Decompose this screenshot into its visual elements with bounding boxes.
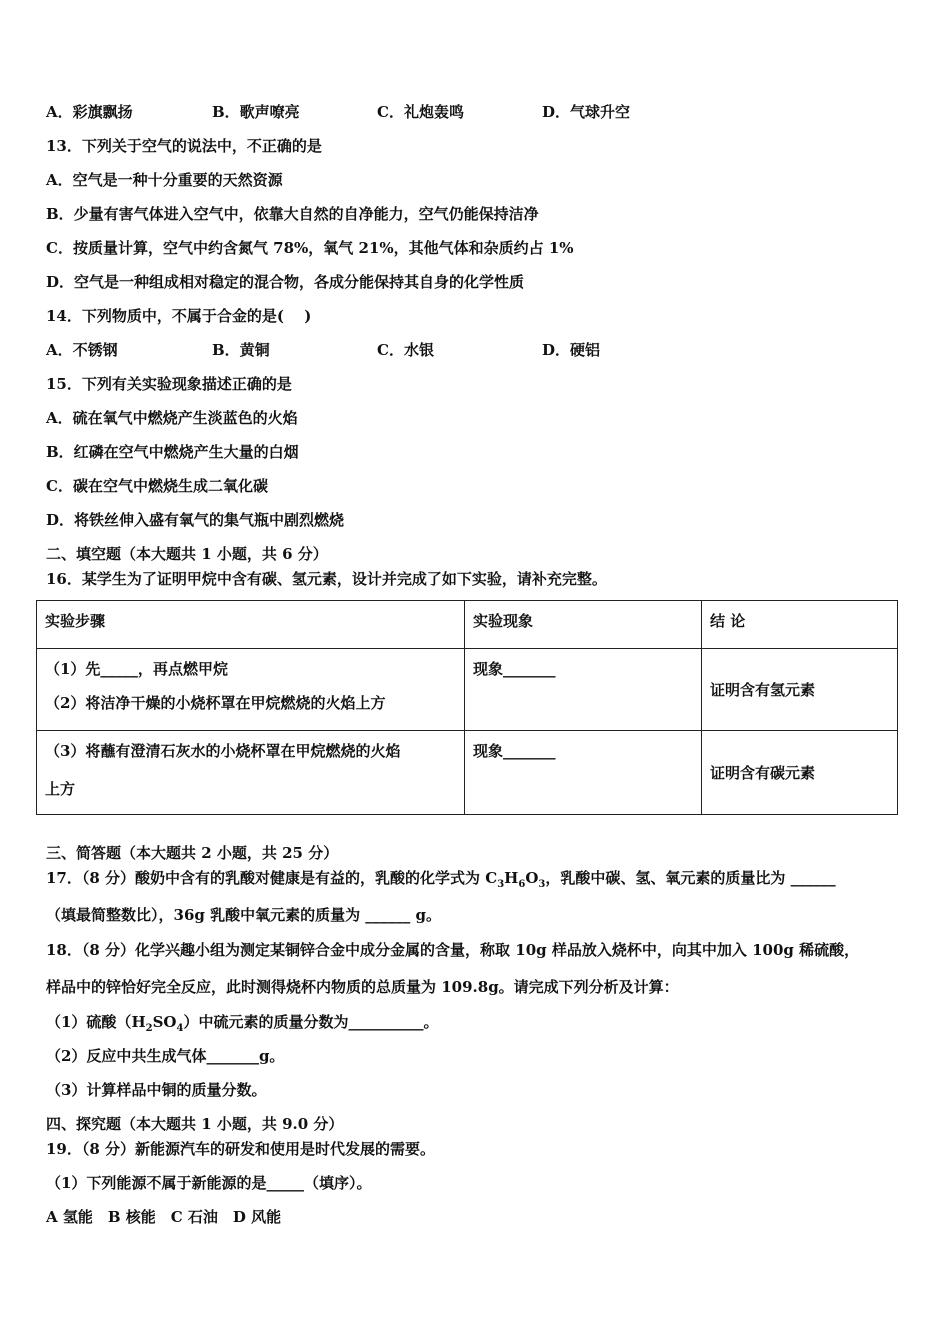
row1-step2: （2）将洁净干燥的小烧杯罩在甲烷燃烧的火焰上方: [45, 694, 386, 712]
q15-stem: 15．下列有关实验现象描述正确的是: [46, 375, 292, 393]
row2-step-line1: （3）将蘸有澄清石灰水的小烧杯罩在甲烷燃烧的火焰: [45, 742, 401, 760]
q16-stem: 16．某学生为了证明甲烷中含有碳、氢元素，设计并完成了如下实验，请补充完整。: [46, 570, 607, 588]
q17-line1: 17．（8 分）酸奶中含有的乳酸对健康是有益的，乳酸的化学式为 $C_3H_6O_3$，乳酸中碳、氢、氧元素的质量比为 ______: [46, 869, 836, 890]
q18-line2: 样品中的锌恰好完全反应，此时测得烧杯内物质的总质量为 109.8g。请完成下列分析及计算：: [46, 978, 679, 996]
q18-subq3: （3）计算样品中铜的质量分数。: [46, 1081, 267, 1099]
row2-step-line2: 上方: [45, 780, 76, 798]
section3-heading: 三、简答题（本大题共 2 小题，共 25 分）: [46, 844, 339, 862]
row2-steps: [37, 731, 465, 815]
q15-option-a: A．硫在氧气中燃烧产生淡蓝色的火焰: [46, 409, 298, 427]
q14-option-a: A．不锈钢: [46, 341, 118, 359]
q13-option-b: B．少量有害气体进入空气中，依靠大自然的自净能力，空气仍能保持洁净: [46, 205, 539, 223]
experiment-table: [36, 600, 898, 815]
header-steps: 实验步骤: [37, 601, 465, 649]
q15-option-d: D．将铁丝伸入盛有氧气的集气瓶中剧烈燃烧: [46, 511, 345, 529]
q18-subq2: （2）反应中共生成气体_______g。: [46, 1047, 285, 1065]
row1-conclusion: 证明含有氢元素: [702, 649, 898, 731]
q13-stem: 13．下列关于空气的说法中，不正确的是: [46, 137, 322, 155]
table-row: [37, 731, 898, 815]
row1-step1: （1）先_____，再点燃甲烷: [45, 660, 228, 678]
q17-line2: （填最简整数比），36g 乳酸中氧元素的质量为 ______ g。: [46, 906, 442, 924]
row2-phenomenon: 现象_______: [465, 731, 702, 815]
q12-option-a: A．彩旗飘扬: [46, 103, 133, 121]
q13-option-c: C．按质量计算，空气中约含氮气 78%，氧气 21%，其他气体和杂质约占 1%: [46, 239, 574, 257]
q18-subq1: （1）硫酸$(H_2SO_4)$中硫元素的质量分数为__________。: [46, 1013, 439, 1034]
q12-option-b: B．歌声嘹亮: [212, 103, 300, 121]
q12-option-c: C．礼炮轰鸣: [377, 103, 464, 121]
q14-option-d: D．硬铝: [542, 341, 601, 359]
q19-subq1: （1）下列能源不属于新能源的是_____（填序）。: [46, 1174, 372, 1192]
q13-option-a: A．空气是一种十分重要的天然资源: [46, 171, 283, 189]
q19-stem: 19．（8 分）新能源汽车的研发和使用是时代发展的需要。: [46, 1140, 436, 1158]
row2-conclusion: 证明含有碳元素: [702, 731, 898, 815]
q13-option-d: D．空气是一种组成相对稳定的混合物，各成分能保持其自身的化学性质: [46, 273, 525, 291]
q18-line1: 18．（8 分）化学兴趣小组为测定某铜锌合金中成分金属的含量，称取 10g 样品放入烧杯中，向其中加入 100g 稀硫酸，: [46, 941, 860, 959]
q14-option-c: C．水银: [377, 341, 434, 359]
header-conclusion: 结 论: [702, 601, 898, 649]
q14-option-b: B．黄铜: [212, 341, 270, 359]
table-row: [37, 649, 898, 731]
q15-option-c: C．碳在空气中燃烧生成二氧化碳: [46, 477, 268, 495]
section4-heading: 四、探究题（本大题共 1 小题，共 9.0 分）: [46, 1115, 344, 1133]
section2-heading: 二、填空题（本大题共 1 小题，共 6 分）: [46, 545, 328, 563]
row1-steps: [37, 649, 465, 731]
header-phenomenon: 实验现象: [465, 601, 702, 649]
row1-phenomenon: 现象_______: [465, 649, 702, 731]
q12-option-d: D．气球升空: [542, 103, 631, 121]
table-header-row: [37, 601, 898, 649]
q19-choices: A 氢能 B 核能 C 石油 D 风能: [46, 1208, 282, 1226]
q14-stem: 14．下列物质中，不属于合金的是( ): [46, 307, 312, 325]
q15-option-b: B．红磷在空气中燃烧产生大量的白烟: [46, 443, 299, 461]
